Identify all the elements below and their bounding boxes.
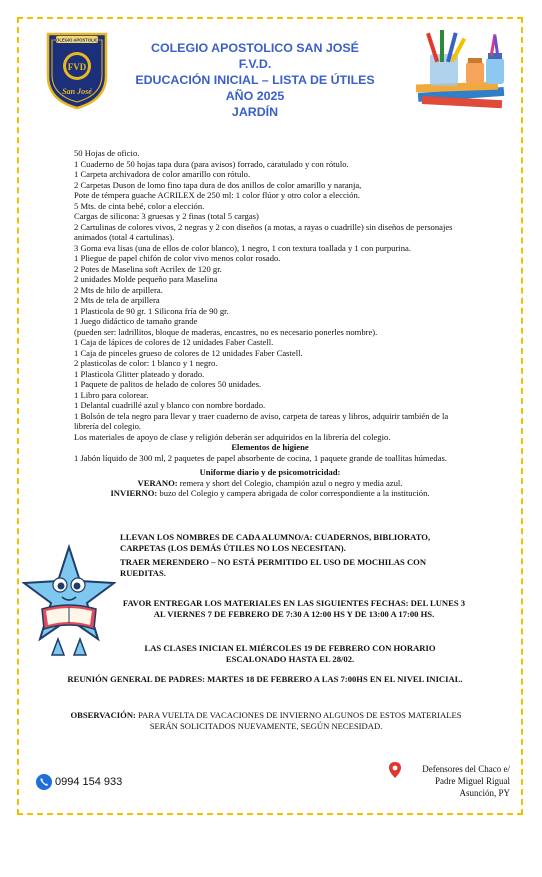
phone-number: 0994 154 933 xyxy=(55,776,123,788)
school-name: COLEGIO APOSTOLICO SAN JOSÉ xyxy=(151,41,359,55)
list-item: 1 Bolsón de tela negro para llevar y traer cuaderno de aviso, carpeta de tareas y libros, adquirir también de la librería del colegio. xyxy=(74,410,449,431)
list-item: 1 Plasticola Glitter plateado y dorado. xyxy=(74,368,205,379)
level: JARDÍN xyxy=(231,105,279,119)
list-item: 2 Mts de tela de arpillera xyxy=(74,295,160,305)
list-item: 1 Libro para colorear. xyxy=(74,389,149,400)
winter-text: buzo del Colegio y campera abrigada de color correspondiente a la institución. xyxy=(157,488,430,498)
address-line: Asunción, PY xyxy=(459,788,510,798)
list-item: 1 Cuaderno de 50 hojas tapa dura (para avisos) forrado, caratulado y con rótulo. xyxy=(74,158,349,169)
summer-label: VERANO: xyxy=(137,477,178,488)
notice-meeting: REUNIÓN GENERAL DE PADRES: MARTES 18 DE FEBRERO A LAS 7:00HS EN EL NIVEL INICIAL. xyxy=(67,674,463,684)
hygiene-text: 1 Jabón líquido de 300 ml, 2 paquetes de papel absorbente de cocina, 1 paquete grande de toallitas húmedas. xyxy=(74,452,447,463)
winter-label: INVIERNO: xyxy=(110,488,158,498)
hygiene-title: Elementos de higiene xyxy=(231,442,309,452)
list-title: EDUCACIÓN INICIAL – LISTA DE ÚTILES xyxy=(135,73,375,87)
address xyxy=(385,763,510,799)
list-item: 1 Caja de pinceles grueso de colores de 12 unidades Faber Castell. xyxy=(74,347,303,358)
supply-list xyxy=(74,148,466,499)
list-item: 2 Carpetas Duson de lomo fino tapa dura de dos anillos de color amarillo y naranja, xyxy=(74,179,362,190)
address-line: Defensores del Chaco e/ xyxy=(422,764,510,774)
list-item: 2 plasticolas de color: 1 blanco y 1 negro. xyxy=(74,358,218,368)
svg-text:FVD: FVD xyxy=(67,62,87,72)
list-item: 5 Mts. de cinta bebé, color a elección. xyxy=(74,200,205,211)
uniform-summer xyxy=(74,478,466,489)
list-item: 1 Pliegue de papel chifón de color vivo menos color rosado. xyxy=(74,253,281,263)
address-line: Padre Miguel Rigual xyxy=(435,776,510,786)
list-item: Pote de témpera guache ACRILEX de 250 ml: 1 color flúor y otro color a elección. xyxy=(74,190,360,200)
list-item: 2 Mts de hilo de arpillera. xyxy=(74,284,163,295)
uniform-title: Uniforme diario y de psicomotricidad: xyxy=(199,467,341,477)
list-item: Cargas de silicona: 3 gruesas y 2 finas (total 5 cargas) xyxy=(74,211,259,221)
phone-icon xyxy=(36,774,52,790)
list-item: 1 Carpeta archivadora de color amarillo con rótulo. xyxy=(74,169,251,179)
list-item: 1 Plasticola de 90 gr. 1 Silicona fría de 90 gr. xyxy=(74,305,229,316)
notice-names: LLEVAN LOS NOMBRES DE CADA ALUMNO/A: CUADERNOS, BIBLIORATO, CARPETAS (LOS DEMÁS ÚTILES NO LOS NECESITAN). xyxy=(120,532,431,553)
observation xyxy=(66,710,466,731)
list-item: (pueden ser: ladrillitos, bloque de maderas, encastres, no es necesario ponerles nombre). xyxy=(74,326,378,337)
list-item: Los materiales de apoyo de clase y religión deberán ser adquiridos en la librería del colegio. xyxy=(74,431,391,442)
summer-text: remera y short del Colegio, champión azul o negro y media azul. xyxy=(177,477,403,488)
list-item: 2 Potes de Maselina soft Acrilex de 120 gr. xyxy=(74,263,222,274)
school-crest-logo xyxy=(42,28,112,110)
observation-text: PARA VUELTA DE VACACIONES DE INVIERNO ALGUNOS DE ESTOS MATERIALES SERÁN SOLICITADOS NUEVAMENTE, SEGÚN NECESIDAD. xyxy=(135,710,462,731)
list-item: 3 Goma eva lisas (una de ellos de color blanco), 1 negro, 1 con textura toallada y 1 con purpurina. xyxy=(74,242,411,253)
list-item: 1 Juego didáctico de tamaño grande xyxy=(74,316,198,326)
school-supplies-illustration xyxy=(410,28,512,114)
phone-contact xyxy=(36,774,122,790)
congregation: F.V.D. xyxy=(238,57,272,71)
notice-delivery: FAVOR ENTREGAR LOS MATERIALES EN LAS SIGUIENTES FECHAS: DEL LUNES 3 AL VIERNES 7 DE FEBRERO DE 7:30 A 12:00 HS Y DE 13:00 A 17:00 HS. xyxy=(122,598,466,619)
notice-classes: LAS CLASES INICIAN EL MIÉRCOLES 19 DE FEBRERO CON HORARIO ESCALONADO HASTA EL 28/02. xyxy=(144,643,436,664)
svg-text:San José: San José xyxy=(62,87,92,96)
list-item: 1 Caja de lápices de colores de 12 unidades Faber Castell. xyxy=(74,337,274,347)
list-item: 50 Hojas de oficio. xyxy=(74,148,140,158)
notice-snack: TRAER MERENDERO – NO ESTÁ PERMITIDO EL USO DE MOCHILAS CON RUEDITAS. xyxy=(120,557,427,578)
svg-text:COLEGIO APOSTOLICO: COLEGIO APOSTOLICO xyxy=(53,37,101,43)
list-item: 2 unidades Molde pequeño para Maselina xyxy=(74,274,218,284)
star-reading-mascot xyxy=(22,543,116,661)
year: AÑO 2025 xyxy=(225,89,285,103)
uniform-winter xyxy=(74,488,466,499)
observation-label: OBSERVACIÓN: xyxy=(70,710,136,720)
list-item: 2 Cartulinas de colores vivos, 2 negras y 2 con diseños (a motas, a rayas o cuadrille) sin diseños de personajes animados (total 4 cartulinas). xyxy=(74,221,453,242)
list-item: 1 Paquete de palitos de helado de colores 50 unidades. xyxy=(74,379,262,389)
document-header xyxy=(120,40,390,120)
list-item: 1 Delantal cuadrillé azul y blanco con nombre bordado. xyxy=(74,400,266,410)
